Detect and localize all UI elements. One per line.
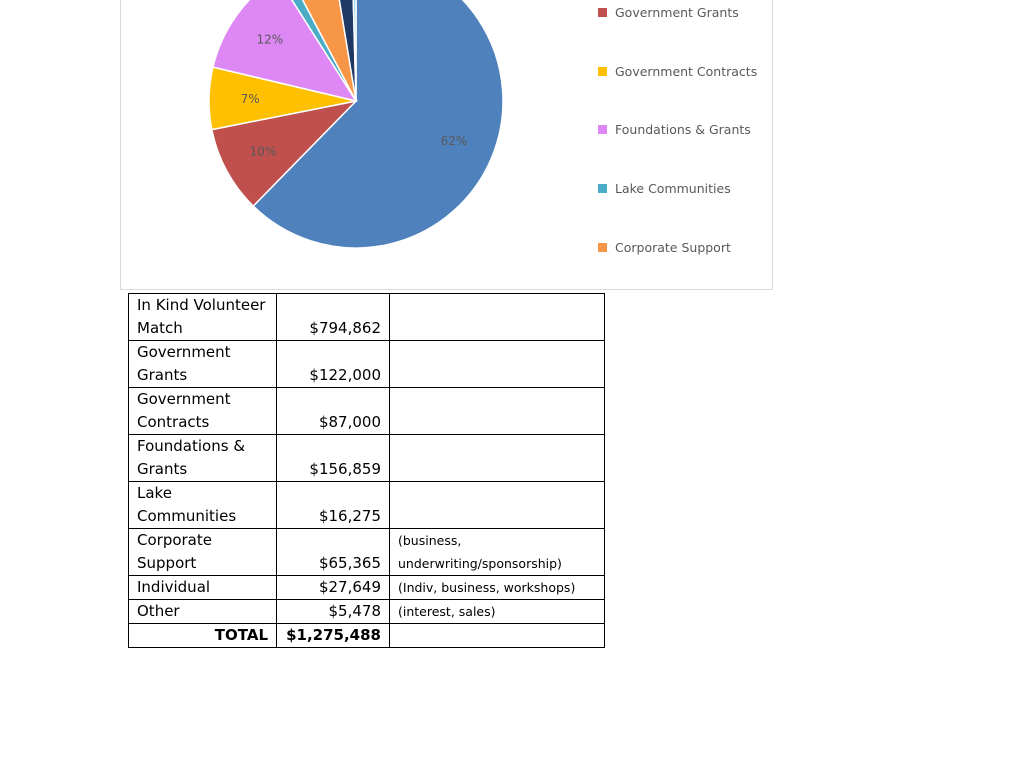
legend-swatch [598, 8, 607, 17]
row-note: (interest, sales) [390, 600, 605, 624]
row-note [390, 388, 605, 435]
legend-swatch [598, 184, 607, 193]
row-amount: $65,365 [277, 529, 390, 576]
row-note [390, 435, 605, 482]
legend-swatch [598, 67, 607, 76]
pie-slice-label: 10% [249, 144, 277, 159]
table-row [129, 435, 605, 482]
legend-label: Lake Communities [615, 181, 731, 196]
legend-item-government-grants [598, 5, 739, 20]
row-label: Individual [129, 576, 277, 600]
row-label: Government Contracts [129, 388, 277, 435]
table-row [129, 529, 605, 576]
legend-label: Foundations & Grants [615, 122, 751, 137]
pie-slice-label: 12% [256, 32, 284, 47]
row-label: Corporate Support [129, 529, 277, 576]
legend-item-lake-communities [598, 181, 731, 196]
total-label: TOTAL [129, 624, 277, 648]
table-row [129, 388, 605, 435]
table-row [129, 294, 605, 341]
row-amount: $794,862 [277, 294, 390, 341]
legend-item-foundations-grants [598, 122, 751, 137]
row-note [390, 341, 605, 388]
pie-slice-label: 62% [440, 133, 468, 148]
pie-slice-label: 7% [240, 92, 260, 107]
legend-label: Government Grants [615, 5, 739, 20]
legend-item-corporate-support [598, 240, 731, 255]
row-label: Foundations & Grants [129, 435, 277, 482]
legend-swatch [598, 243, 607, 252]
row-note [390, 482, 605, 529]
legend-item-government-contracts [598, 64, 757, 79]
row-amount: $27,649 [277, 576, 390, 600]
table-row [129, 600, 605, 624]
table-row [129, 576, 605, 600]
row-label: Lake Communities [129, 482, 277, 529]
row-note: (business, underwriting/sponsorship) [390, 529, 605, 576]
row-note [390, 294, 605, 341]
row-amount: $156,859 [277, 435, 390, 482]
table-row [129, 482, 605, 529]
row-amount: $122,000 [277, 341, 390, 388]
total-note [390, 624, 605, 648]
legend-label: Corporate Support [615, 240, 731, 255]
row-amount: $87,000 [277, 388, 390, 435]
row-note: (Indiv, business, workshops) [390, 576, 605, 600]
row-amount: $5,478 [277, 600, 390, 624]
row-label: Government Grants [129, 341, 277, 388]
row-label: Other [129, 600, 277, 624]
row-label: In Kind Volunteer Match [129, 294, 277, 341]
row-amount: $16,275 [277, 482, 390, 529]
total-row [129, 624, 605, 648]
total-amount: $1,275,488 [277, 624, 390, 648]
legend-swatch [598, 125, 607, 134]
table-row [129, 341, 605, 388]
legend-label: Government Contracts [615, 64, 758, 79]
funding-table [128, 293, 605, 648]
pie-chart-panel [120, 0, 773, 290]
